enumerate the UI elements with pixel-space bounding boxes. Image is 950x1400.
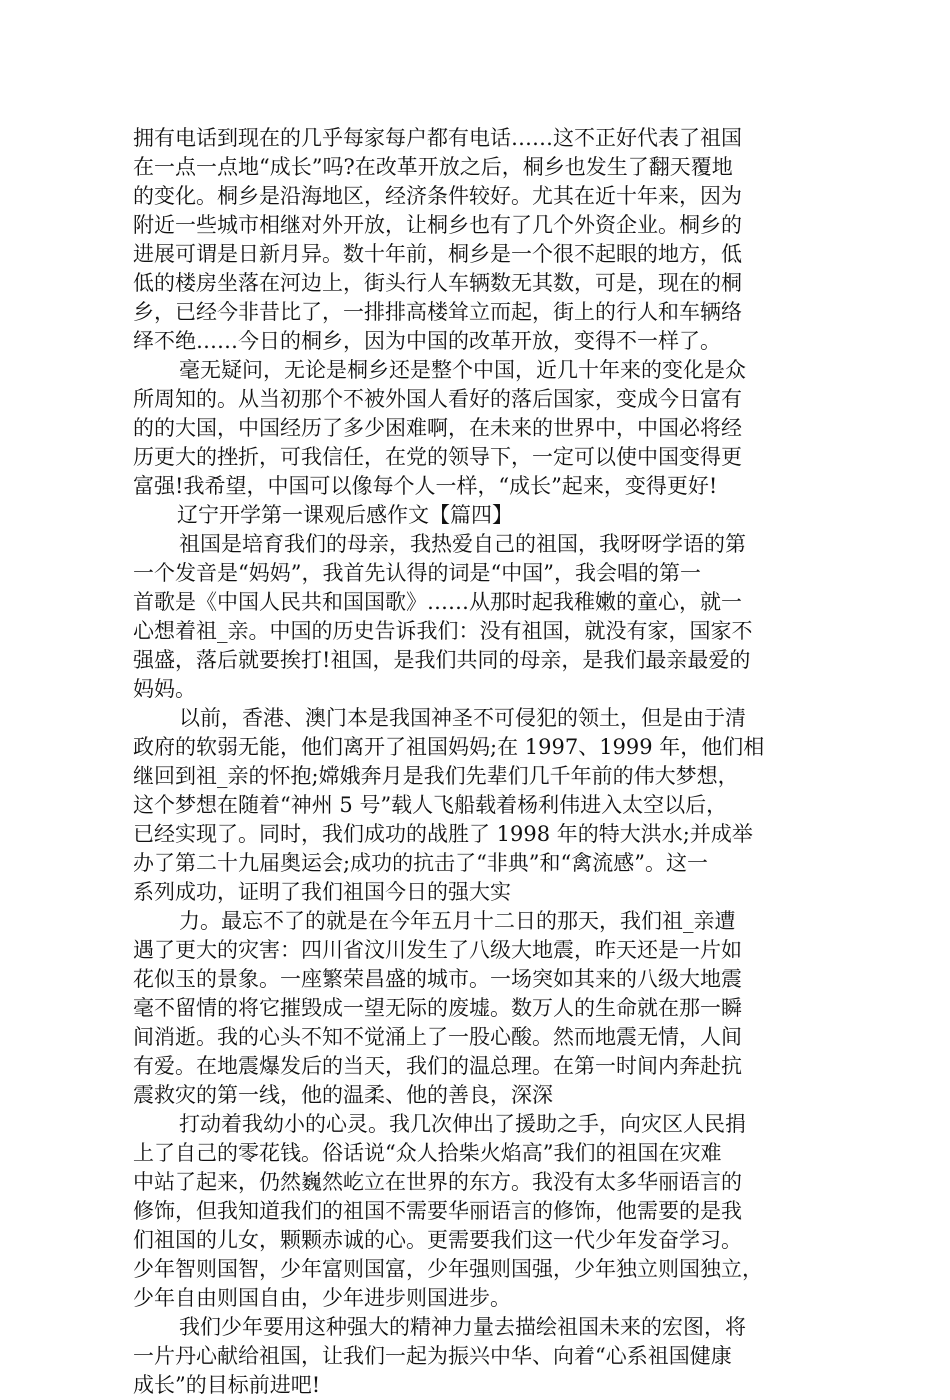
paragraph-4	[133, 704, 823, 907]
text-line: 祖国是培育我们的母亲，我热爱自己的祖国，我呀呀学语的第	[179, 532, 746, 556]
text-line: 打动着我幼小的心灵。我几次伸出了援助之手，向灾区人民捐	[179, 1112, 746, 1136]
text-line: 心想着祖_亲。中国的历史告诉我们：没有祖国，就没有家，国家不	[133, 619, 753, 643]
text-line: 绎不绝……今日的桐乡，因为中国的改革开放，变得不一样了。	[133, 329, 721, 353]
paragraph-1	[133, 124, 823, 356]
text-line: 所周知的。从当初那个不被外国人看好的落后国家，变成今日富有	[133, 387, 742, 411]
document-body	[133, 124, 823, 1400]
text-line: 一个发音是“妈妈”，我首先认得的词是“中国”，我会唱的第一	[133, 561, 701, 585]
text-line: 办了第二十九届奥运会;成功的抗击了“非典”和“禽流感”。这一	[133, 851, 709, 875]
text-line: 们祖国的儿女，颗颗赤诚的心。更需要我们这一代少年发奋学习。	[133, 1228, 742, 1252]
text-line: 中站了起来，仍然巍然屹立在世界的东方。我没有太多华丽语言的	[133, 1170, 742, 1194]
text-line: 间消逝。我的心头不知不觉涌上了一股心酸。然而地震无情，人间	[133, 1025, 742, 1049]
text-line: 力。最忘不了的就是在今年五月十二日的那天，我们祖_亲遭	[179, 909, 736, 933]
heading-text: 辽宁开学第一课观后感作文【篇四】	[177, 503, 513, 527]
text-line: 进展可谓是日新月异。数十年前，桐乡是一个很不起眼的地方，低	[133, 242, 742, 266]
text-line: 成长”的目标前进吧!	[133, 1373, 321, 1397]
text-line: 历更大的挫折，可我信任，在党的领导下，一定可以使中国变得更	[133, 445, 742, 469]
section-heading	[133, 501, 823, 530]
text-line: 系列成功，证明了我们祖国今日的强大实	[133, 880, 511, 904]
text-line: 已经实现了。同时，我们成功的战胜了 1998 年的特大洪水;并成举	[133, 822, 753, 846]
text-line: 在一点一点地“成长”吗?在改革开放之后，桐乡也发生了翻天覆地	[133, 155, 733, 179]
text-line: 花似玉的景象。一座繁荣昌盛的城市。一场突如其来的八级大地震	[133, 967, 742, 991]
text-line: 遇了更大的灾害：四川省汶川发生了八级大地震，昨天还是一片如	[133, 938, 742, 962]
paragraph-7	[133, 1313, 823, 1400]
text-line: 有爱。在地震爆发后的当天，我们的温总理。在第一时间内奔赴抗	[133, 1054, 742, 1078]
text-line: 这个梦想在随着“神州 5 号”载人飞船载着杨利伟进入太空以后，	[133, 793, 728, 817]
paragraph-5	[133, 907, 823, 1110]
text-line: 妈妈。	[133, 677, 196, 701]
text-line: 低的楼房坐落在河边上，街头行人车辆数无其数，可是，现在的桐	[133, 271, 742, 295]
text-line: 以前，香港、澳门本是我国神圣不可侵犯的领土，但是由于清	[179, 706, 746, 730]
text-line: 的变化。桐乡是沿海地区，经济条件较好。尤其在近十年来，因为	[133, 184, 742, 208]
text-line: 继回到祖_亲的怀抱;嫦娥奔月是我们先辈们几千年前的伟大梦想，	[133, 764, 739, 788]
paragraph-2	[133, 356, 823, 501]
text-line: 附近一些城市相继对外开放，让桐乡也有了几个外资企业。桐乡的	[133, 213, 742, 237]
text-line: 首歌是《中国人民共和国国歌》……从那时起我稚嫩的童心，就一	[133, 590, 742, 614]
text-line: 毫无疑问，无论是桐乡还是整个中国，近几十年来的变化是众	[179, 358, 746, 382]
text-line: 修饰，但我知道我们的祖国不需要华丽语言的修饰，他需要的是我	[133, 1199, 742, 1223]
text-line: 少年智则国智，少年富则国富，少年强则国强，少年独立则国独立，	[133, 1257, 763, 1281]
text-line: 我们少年要用这种强大的精神力量去描绘祖国未来的宏图，将	[179, 1315, 746, 1339]
text-line: 上了自己的零花钱。俗话说“众人拾柴火焰高”我们的祖国在灾难	[133, 1141, 722, 1165]
paragraph-6	[133, 1110, 823, 1313]
text-line: 震救灾的第一线，他的温柔、他的善良，深深	[133, 1083, 553, 1107]
text-line: 一片丹心献给祖国，让我们一起为振兴中华、向着“心系祖国健康	[133, 1344, 732, 1368]
text-line: 拥有电话到现在的几乎每家每户都有电话……这不正好代表了祖国	[133, 126, 742, 150]
text-line: 的的大国，中国经历了多少困难啊，在未来的世界中，中国必将经	[133, 416, 742, 440]
text-line: 政府的软弱无能，他们离开了祖国妈妈;在 1997、1999 年，他们相	[133, 735, 765, 759]
text-line: 强盛，落后就要挨打!祖国，是我们共同的母亲，是我们最亲最爱的	[133, 648, 751, 672]
paragraph-3	[133, 530, 823, 704]
text-line: 毫不留情的将它摧毁成一望无际的废墟。数万人的生命就在那一瞬	[133, 996, 742, 1020]
text-line: 少年自由则国自由，少年进步则国进步。	[133, 1286, 511, 1310]
text-line: 乡，已经今非昔比了，一排排高楼耸立而起，街上的行人和车辆络	[133, 300, 742, 324]
text-line: 富强!我希望，中国可以像每个人一样，“成长”起来，变得更好!	[133, 474, 718, 498]
